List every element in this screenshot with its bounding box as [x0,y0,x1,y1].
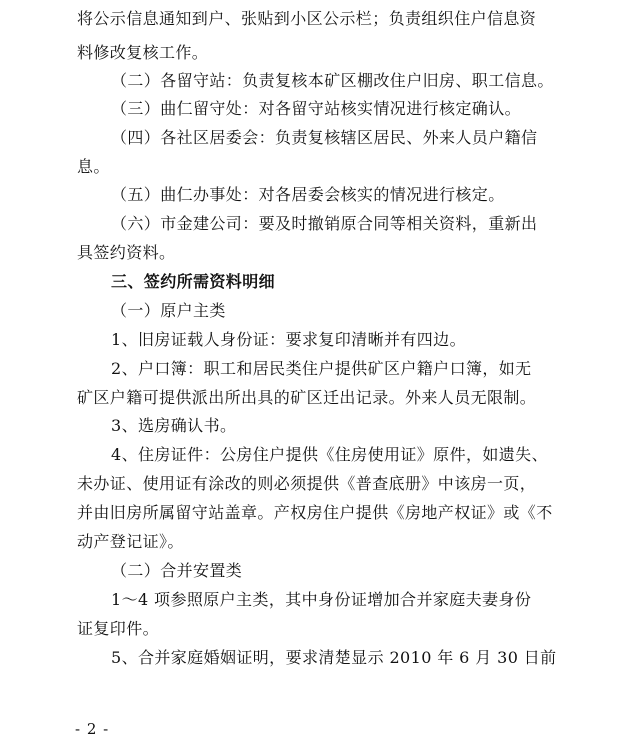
text-line: （二）各留守站：负责复核本矿区棚改住户旧房、职工信息。 [111,71,554,90]
text-line: 1、旧房证载人身份证：要求复印清晰并有四边。 [111,330,466,349]
text-line: 并由旧房所属留守站盖章。产权房住户提供《房地产权证》或《不 [77,503,553,522]
text-line: 具签约资料。 [77,243,176,262]
text-line: 息。 [77,157,110,176]
page-number: - 2 - [75,720,110,738]
subsection-heading: （二）合并安置类 [111,561,243,580]
text-line: 3、选房确认书。 [111,416,237,435]
text-line: 1～4 项参照原户主类，其中身份证增加合并家庭夫妻身份 [111,590,532,609]
text-line: 5、合并家庭婚姻证明，要求清楚显示 2010 年 6 月 30 日前 [111,648,557,667]
text-line: 矿区户籍可提供派出所出具的矿区迁出记录。外来人员无限制。 [77,388,537,407]
text-line: 2、户口簿：职工和居民类住户提供矿区户籍户口簿，如无 [111,359,532,378]
text-line: 动产登记证》。 [77,532,184,551]
text-line: （三）曲仁留守处：对各留守站核实情况进行核定确认。 [111,99,522,118]
text-line: （四）各社区居委会：负责复核辖区居民、外来人员户籍信 [111,128,538,147]
text-line: 将公示信息通知到户、张贴到小区公示栏；负责组织住户信息资 [77,9,537,28]
subsection-heading: （一）原户主类 [111,301,226,320]
text-line: 4、住房证件：公房住户提供《住房使用证》原件，如遗失、 [111,445,548,464]
text-line: 证复印件。 [77,619,160,638]
text-line: （五）曲仁办事处：对各居委会核实的情况进行核定。 [111,185,505,204]
text-line: 未办证、使用证有涂改的则必须提供《普查底册》中该房一页， [77,474,537,493]
text-line: 料修改复核工作。 [77,43,209,62]
section-heading: 三、签约所需资料明细 [111,272,276,291]
text-line: （六）市金建公司：要及时撤销原合同等相关资料，重新出 [111,214,538,233]
